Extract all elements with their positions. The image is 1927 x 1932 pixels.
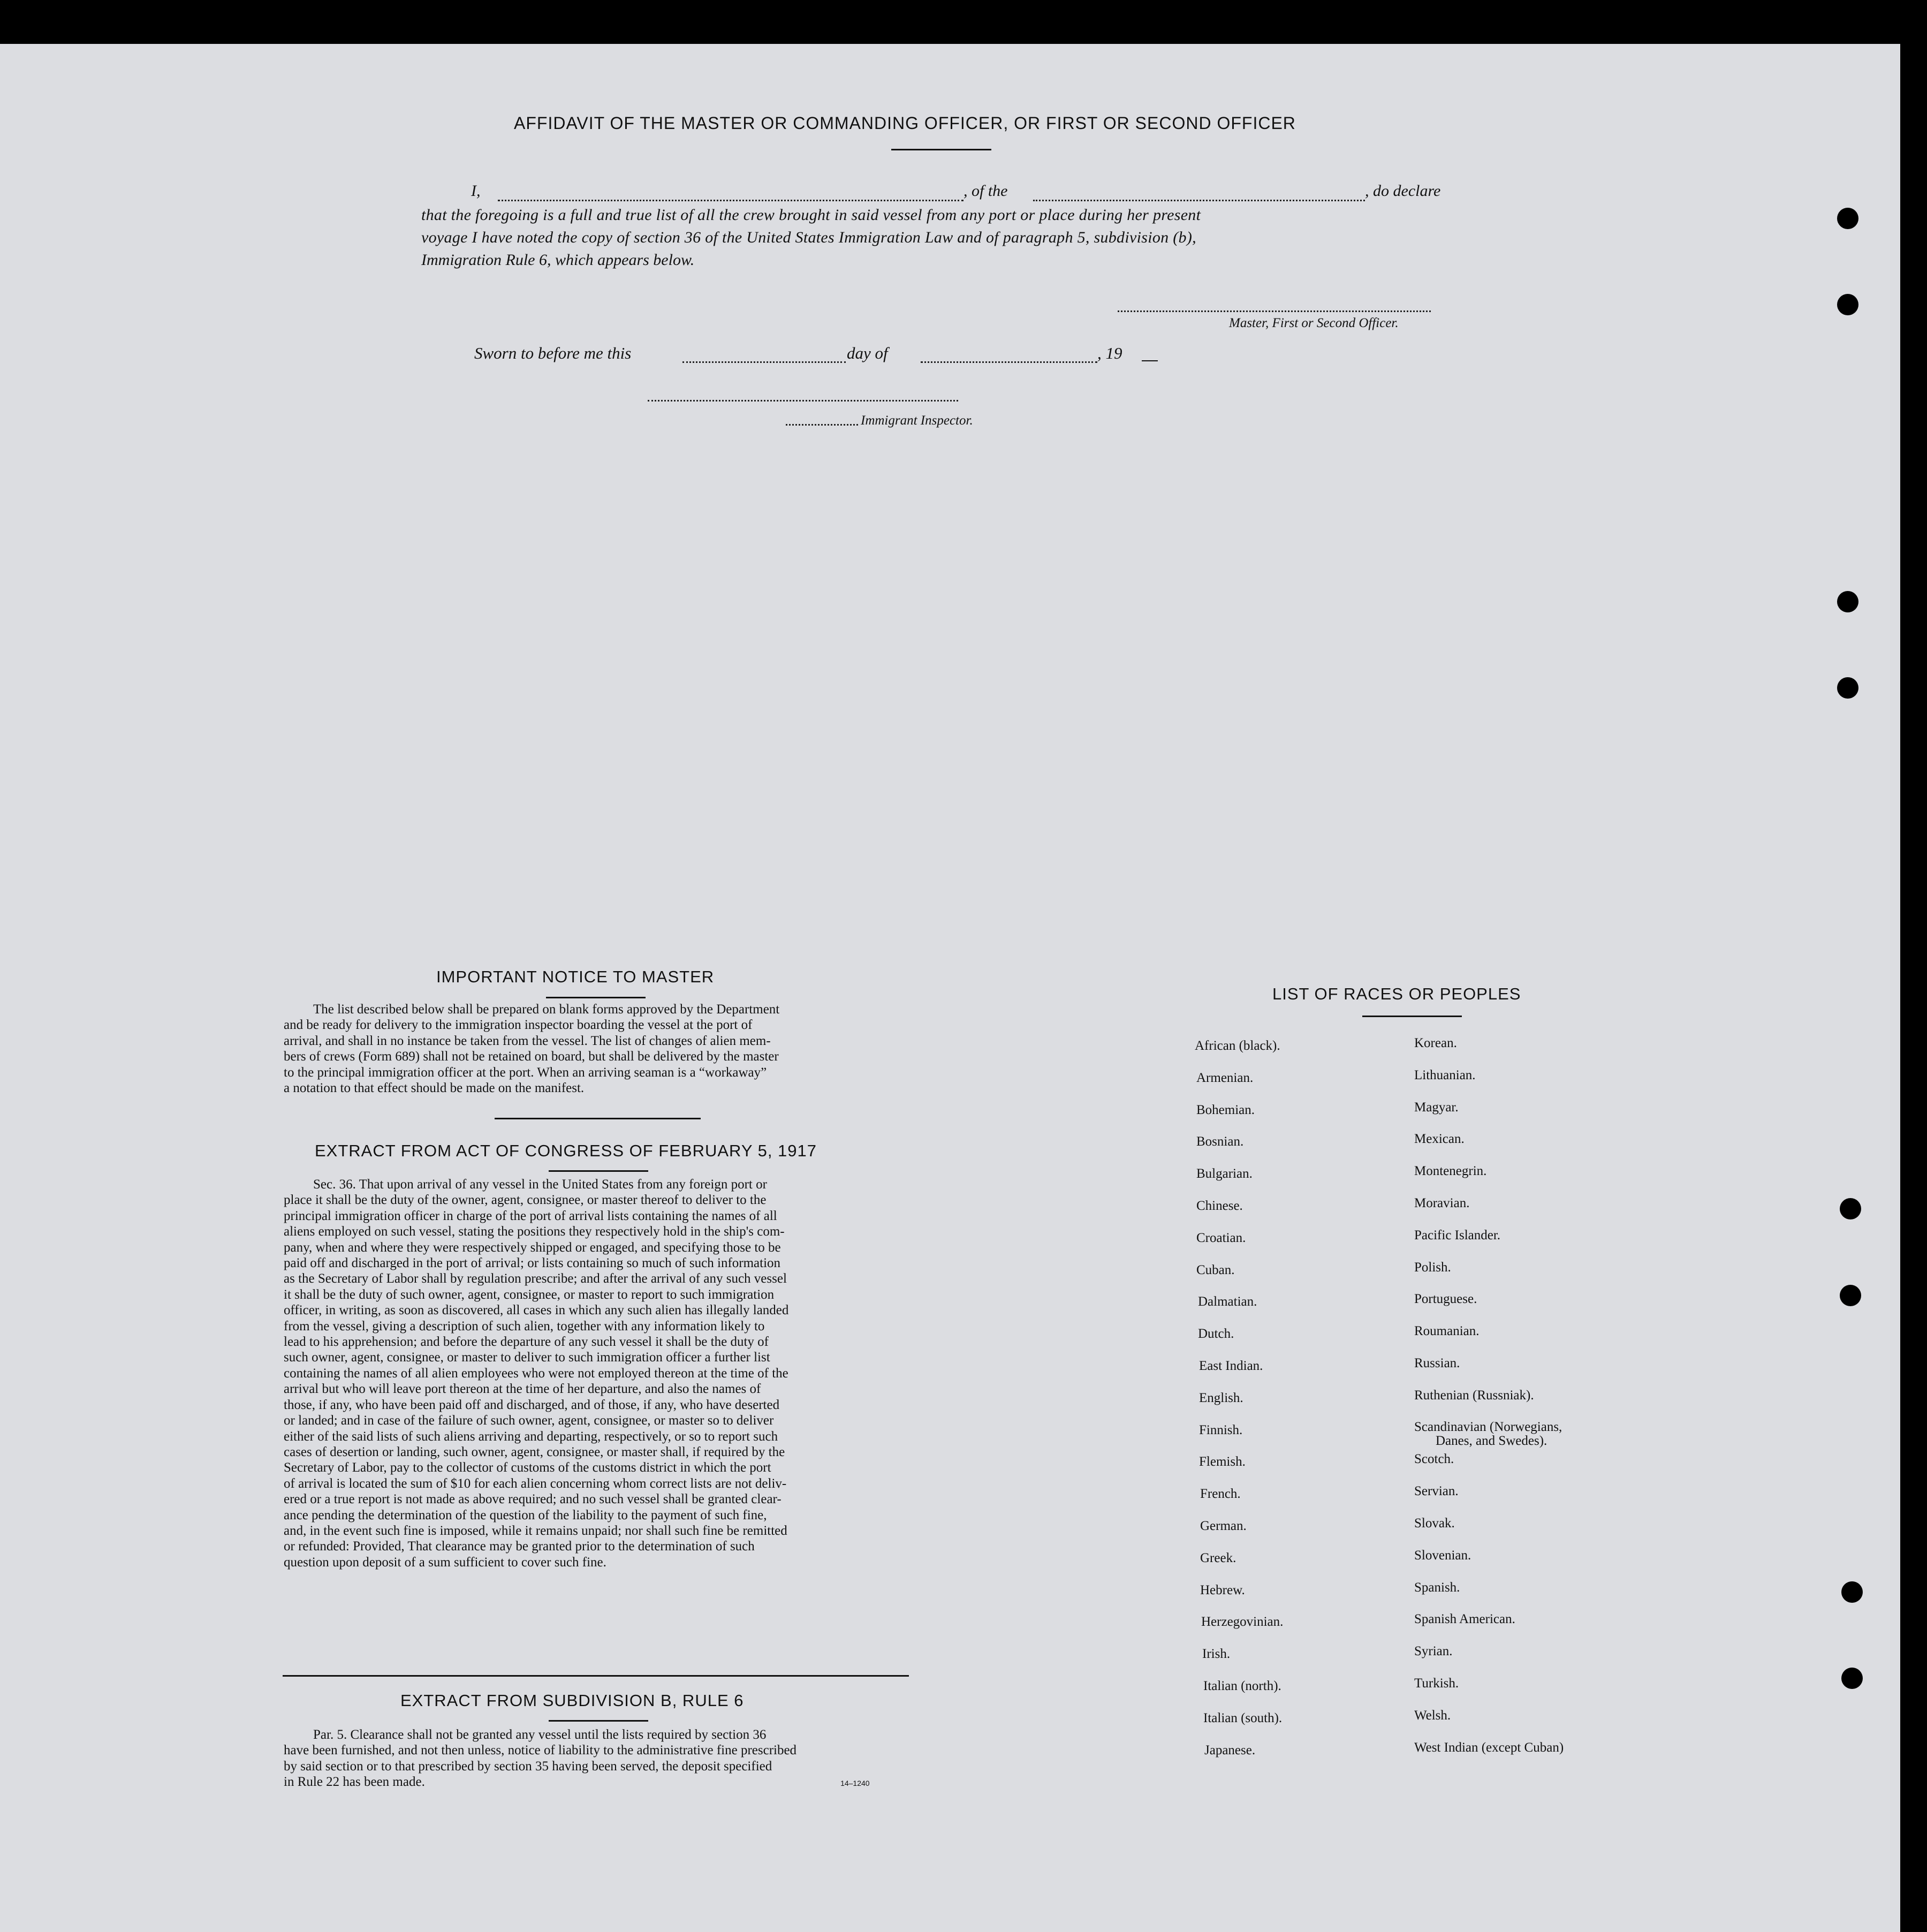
rule-last-line: in Rule 22 has been made. xyxy=(284,1775,425,1790)
affidavit-line-2: that the foregoing is a full and true list of all the crew brought in said vessel from any port or place during her present xyxy=(421,206,1201,224)
list-item: Bosnian. xyxy=(1196,1134,1244,1149)
list-item: Magyar. xyxy=(1414,1100,1459,1115)
inspector-signature-line[interactable] xyxy=(648,400,958,401)
affidavit-do-declare: , do declare xyxy=(1365,182,1441,200)
inspector-lead-dots xyxy=(786,424,858,426)
list-item: Dalmatian. xyxy=(1198,1294,1257,1309)
list-item: Japanese. xyxy=(1204,1742,1256,1757)
divider xyxy=(549,1720,648,1722)
list-item: Mexican. xyxy=(1414,1132,1465,1147)
affidavit-of-the: , of the xyxy=(963,182,1008,200)
races-left-column xyxy=(1195,1039,1283,1775)
list-item: Spanish. xyxy=(1414,1580,1460,1595)
divider xyxy=(546,997,646,998)
list-item: Polish. xyxy=(1414,1260,1451,1275)
list-item: Bulgarian. xyxy=(1196,1166,1253,1181)
list-item: Moravian. xyxy=(1414,1195,1470,1210)
list-item: Slovenian. xyxy=(1414,1548,1471,1563)
inspector-caption: Immigrant Inspector. xyxy=(861,413,973,428)
list-item: Ruthenian (Russniak). xyxy=(1414,1388,1534,1403)
affidavit-i-label: I, xyxy=(471,182,481,200)
affidavit-line-3: voyage I have noted the copy of section 36 of the United States Immigration Law and of paragraph 5, subdivision (b), xyxy=(421,229,1196,246)
punch-hole xyxy=(1841,1668,1863,1689)
affidavit-line-4: Immigration Rule 6, which appears below. xyxy=(421,251,695,269)
list-item: Roumanian. xyxy=(1414,1324,1480,1339)
punch-hole xyxy=(1837,294,1858,315)
punch-hole xyxy=(1837,208,1858,229)
affidavit-title: AFFIDAVIT OF THE MASTER OR COMMANDING OFFICER, OR FIRST OR SECOND OFFICER xyxy=(514,113,1296,133)
list-item: Scotch. xyxy=(1414,1452,1454,1467)
sworn-day-field[interactable] xyxy=(682,361,846,363)
list-item: Irish. xyxy=(1202,1647,1231,1662)
rule-title: EXTRACT FROM SUBDIVISION B, RULE 6 xyxy=(400,1691,744,1710)
list-item: Spanish American. xyxy=(1414,1612,1515,1627)
list-item: Korean. xyxy=(1414,1036,1457,1050)
list-item: Italian (north). xyxy=(1203,1678,1281,1693)
sworn-month-field[interactable] xyxy=(921,361,1097,363)
divider xyxy=(1362,1016,1462,1017)
sworn-prefix: Sworn to before me this xyxy=(474,344,632,362)
punch-hole xyxy=(1840,1285,1861,1306)
notice-paragraph: The list described below shall be prepared on blank forms approved by the Department and be ready for delivery to the immigration inspector boarding the vessel at the port of arrival, and shall in no instance be taken from the vessel. The list of changes of alien mem- bers of crews (Form 689) shall not be retained on board, but shall be delivered by the master to the principal immigration officer at the port. When an arriving seaman is a “workaway” a notation to that effect should be made on the manifest. xyxy=(284,1002,780,1096)
punch-hole xyxy=(1841,1581,1863,1603)
list-item: Hebrew. xyxy=(1200,1582,1245,1597)
list-item: Portuguese. xyxy=(1414,1292,1477,1307)
list-item: Flemish. xyxy=(1199,1454,1246,1469)
list-item: Montenegrin. xyxy=(1414,1164,1487,1179)
list-item: Welsh. xyxy=(1414,1708,1451,1723)
list-item: Armenian. xyxy=(1196,1070,1254,1085)
list-item: Lithuanian. xyxy=(1414,1067,1476,1082)
punch-hole xyxy=(1837,591,1858,612)
list-item: Italian (south). xyxy=(1203,1710,1283,1725)
list-item: French. xyxy=(1200,1487,1241,1502)
list-item: German. xyxy=(1200,1518,1247,1533)
list-item: Servian. xyxy=(1414,1484,1459,1499)
list-item: Slovak. xyxy=(1414,1516,1455,1531)
list-item: West Indian (except Cuban) xyxy=(1414,1740,1564,1755)
form-number: 14–1240 xyxy=(840,1779,870,1788)
punch-hole xyxy=(1840,1198,1861,1219)
divider xyxy=(495,1118,701,1119)
list-item: Chinese. xyxy=(1196,1198,1243,1213)
act-section-36: Sec. 36. That upon arrival of any vessel in the United States from any foreign port or place it shall be the duty of the owner, agent, consignee, or master thereof to deliver to the principal immigration officer in charge of the port of arrival lists containing the names of all aliens employed on such vessel, stating the positions they respectively hold in the ship's com- pany, when and where they were respectively shipped or engaged, and specifying those to be paid off and discharged in the port of arrival; or lists containing so much of such information as the Secretary of Labor shall by regulation prescribe; and after the arrival of any such vessel it shall be the duty of such owner, agent, consignee, or master to report to such immigration officer, in writing, as soon as discovered, all cases in which any such alien has illegally landed from the vessel, giving a description of such alien, together with any information likely to lead to his apprehension; and before the departure of any such vessel it shall be the duty of such owner, agent, consignee, or master to deliver to such immigration officer a further list containing the names of all alien employees who were not employed thereon at the time of the arrival but who will leave port thereon at the time of her departure, and also the names of those, if any, who have been paid off and discharged, and of those, if any, who have deserted or landed; and in case of the failure of such owner, agent, consignee, or master so to deliver either of the said lists of such aliens arriving and departing, respectively, or so to report such cases of desertion or landing, such owner, agent, consignee, or master shall, if required by the Secretary of Labor, pay to the collector of customs of the customs district in which the port of arrival is located the sum of $10 for each alien concerning whom correct lists are not deliv- ered or a true report is not made as above required; and no such vessel shall be granted clear- ance pending the determination of the question of the liability to the payment of such fine, and, in the event such fine is imposed, while it remains unpaid; nor shall such fine be remitted or refunded: Provided, That clearance may be granted prior to the determination of such question upon deposit of a sum sufficient to cover such fine. xyxy=(284,1177,789,1570)
act-title: EXTRACT FROM ACT OF CONGRESS OF FEBRUARY 5, 1917 xyxy=(315,1141,817,1160)
races-title: LIST OF RACES OR PEOPLES xyxy=(1272,984,1521,1003)
races-right-column xyxy=(1414,1036,1564,1772)
list-item: Bohemian. xyxy=(1196,1102,1255,1117)
list-item: Greek. xyxy=(1200,1550,1236,1565)
divider xyxy=(283,1675,909,1677)
punch-hole xyxy=(1837,677,1858,699)
vessel-field[interactable] xyxy=(1033,200,1365,201)
divider xyxy=(549,1170,648,1172)
signature-caption: Master, First or Second Officer. xyxy=(1229,316,1399,330)
list-item: English. xyxy=(1199,1390,1243,1405)
officer-signature-line[interactable] xyxy=(1118,310,1431,312)
list-item: Croatian. xyxy=(1196,1230,1246,1245)
list-item: Russian. xyxy=(1414,1355,1460,1370)
notice-title: IMPORTANT NOTICE TO MASTER xyxy=(436,967,715,986)
list-item: Dutch. xyxy=(1198,1327,1234,1342)
list-item: Cuban. xyxy=(1196,1262,1235,1277)
list-item: Scandinavian (Norwegians, Danes, and Swedes). xyxy=(1414,1419,1562,1448)
list-item: East Indian. xyxy=(1199,1358,1263,1373)
rule-paragraph-5: Par. 5. Clearance shall not be granted any vessel until the lists required by section 36 have been furnished, and not then unless, notice of liability to the administrative fine prescribed by said section or to that prescribed by section 35 having been served, the deposit specified in Rule 22 has been made. 14–1240 xyxy=(284,1728,870,1790)
list-item: Turkish. xyxy=(1414,1676,1459,1691)
list-item: Pacific Islander. xyxy=(1414,1228,1501,1242)
list-item: African (black). xyxy=(1195,1039,1280,1053)
sworn-day-of: day of xyxy=(847,344,888,362)
divider xyxy=(891,149,991,150)
list-item: Syrian. xyxy=(1414,1644,1453,1659)
list-item: Herzegovinian. xyxy=(1201,1615,1284,1630)
sworn-year-prefix: , 19 xyxy=(1097,344,1122,362)
sworn-year-field[interactable] xyxy=(1142,360,1158,361)
form-page xyxy=(0,44,1900,1932)
name-field[interactable] xyxy=(498,200,963,201)
list-item: Finnish. xyxy=(1199,1422,1243,1437)
